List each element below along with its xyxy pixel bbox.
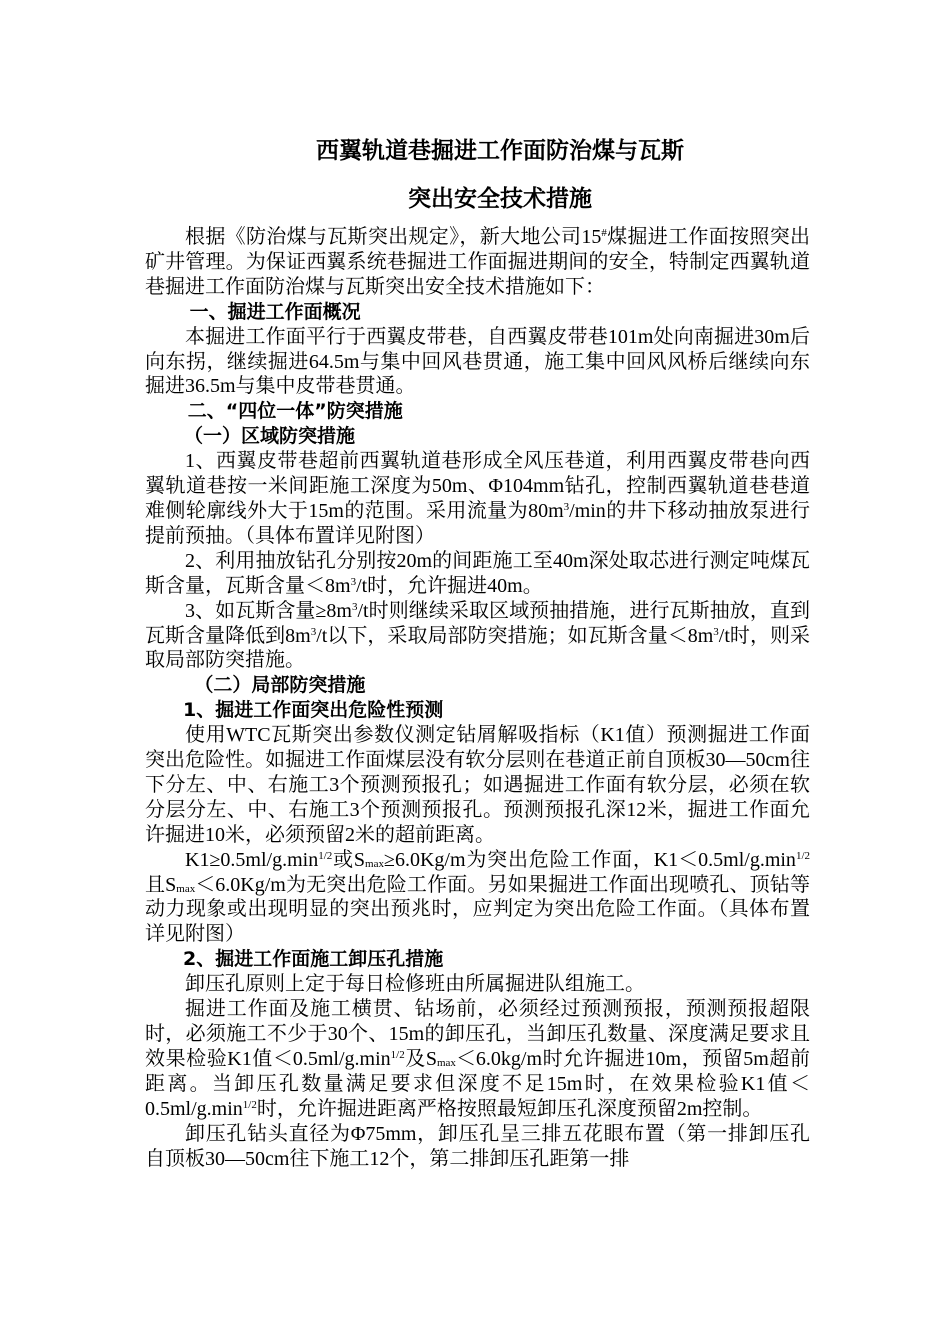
paragraph-overview: 本掘进工作面平行于西翼皮带巷，自西翼皮带巷101m处向南掘进30m后向东拐，继续掘进64.5m与集中回风巷贯通，施工集中回风风桥后继续向东掘进36.5m与集中皮带巷贯通。 [145,325,810,398]
paragraph-regional-3: 3、如瓦斯含量$\ge 8m^3/t$时则继续采取区域预抽措施，进行瓦斯抽放，直到瓦斯含量降低到$8m^3/t$以下，采取局部防突措施；如瓦斯含量$<8m^3/t$时，则采取局部防突措施。 [145,599,810,672]
document-title-line-1: 西翼轨道巷掘进工作面防治煤与瓦斯 [316,138,684,164]
item-heading-prediction: 1、掘进工作面突出危险性预测 [183,699,444,722]
paragraph-relief-schedule: 卸压孔原则上定于每日检修班由所属掘进队组施工。 [185,973,645,996]
paragraph-regional-1: 1、西翼皮带巷超前西翼轨道巷形成全风压巷道，利用西翼皮带巷向西翼轨道巷按一米间距施工深度为50m、Φ104mm钻孔，控制西翼轨道巷巷道难侧轮廓线外大于15m的范围。采用流量为$80m^3/\min$的井下移动抽放泵进行提前预抽。（具体布置详见附图） [145,450,810,547]
paragraph-regional-2: 2、利用抽放钻孔分别按20m的间距施工至40m深处取芯进行测定吨煤瓦斯含量，瓦斯含量$<8m^3/t$时，允许掘进40m。 [145,549,810,597]
paragraph-prediction: 使用WTC瓦斯突出参数仪测定钻屑解吸指标（K1值）预测掘进工作面突出危险性。如掘进工作面煤层没有软分层则在巷道正前自顶板30—50cm往下分左、中、右施工3个预测预报孔；如遇掘进工作面有软分层，必须在软分层分左、中、右施工3个预测预报孔。预测预报孔深12米，掘进工作面允许掘进10米，必须预留2米的超前距离。 [145,724,810,846]
paragraph-relief-requirements: 掘进工作面及施工横贯、钻场前，必须经过预测预报，预测预报超限时，必须施工不少于30个、15m的卸压孔，当卸压孔数量、深度满足要求且效果检验K1值$<0.5ml/g.\min^{1/2}$及$S_{max}<6.0kg/m$时允许掘进10m，预留5m超前距离。当卸压孔数量满足要求但深度不足15m时，在效果检验K1值$<0.5ml/g.\min^{1/2}$时，允许掘进距离严格按照最短卸压孔深度预留2m控制。 [145,998,810,1120]
document-title-line-2: 突出安全技术措施 [408,186,592,212]
section-heading-four-in-one: 二、“四位一体”防突措施 [187,400,403,423]
subsection-heading-regional: （一）区域防突措施 [183,425,355,448]
document-body [145,225,810,1171]
paragraph-relief-layout: 卸压孔钻头直径为Φ75mm，卸压孔呈三排五花眼布置（第一排卸压孔自顶板30—50cm往下施工12个，第二排卸压孔距第一排 [145,1122,810,1170]
item-heading-relief-holes: 2、掘进工作面施工卸压孔措施 [183,948,444,971]
paragraph-criteria: $K1\ge 0.5ml/g.\min^{1/2}$或$S_{max}\ge 6.0Kg/m$为突出危险工作面，$K1<0.5ml/g.\min^{1/2}$且$S_{max}<6.0Kg/m$为无突出危险工作面。另如果掘进工作面出现喷孔、顶钻等动力现象或出现明显的突出预兆时，应判定为突出危险工作面。（具体布置详见附图） [145,848,811,946]
subsection-heading-local: （二）局部防突措施 [194,674,366,697]
section-heading-overview: 一、掘进工作面概况 [189,300,361,323]
paragraph-intro: 根据《防治煤与瓦斯突出规定》，新大地公司15#煤掘进工作面按照突出矿井管理。为保证西翼系统巷掘进工作面掘进期间的安全，特制定西翼轨道巷掘进工作面防治煤与瓦斯突出安全技术措施如下： [145,226,811,298]
